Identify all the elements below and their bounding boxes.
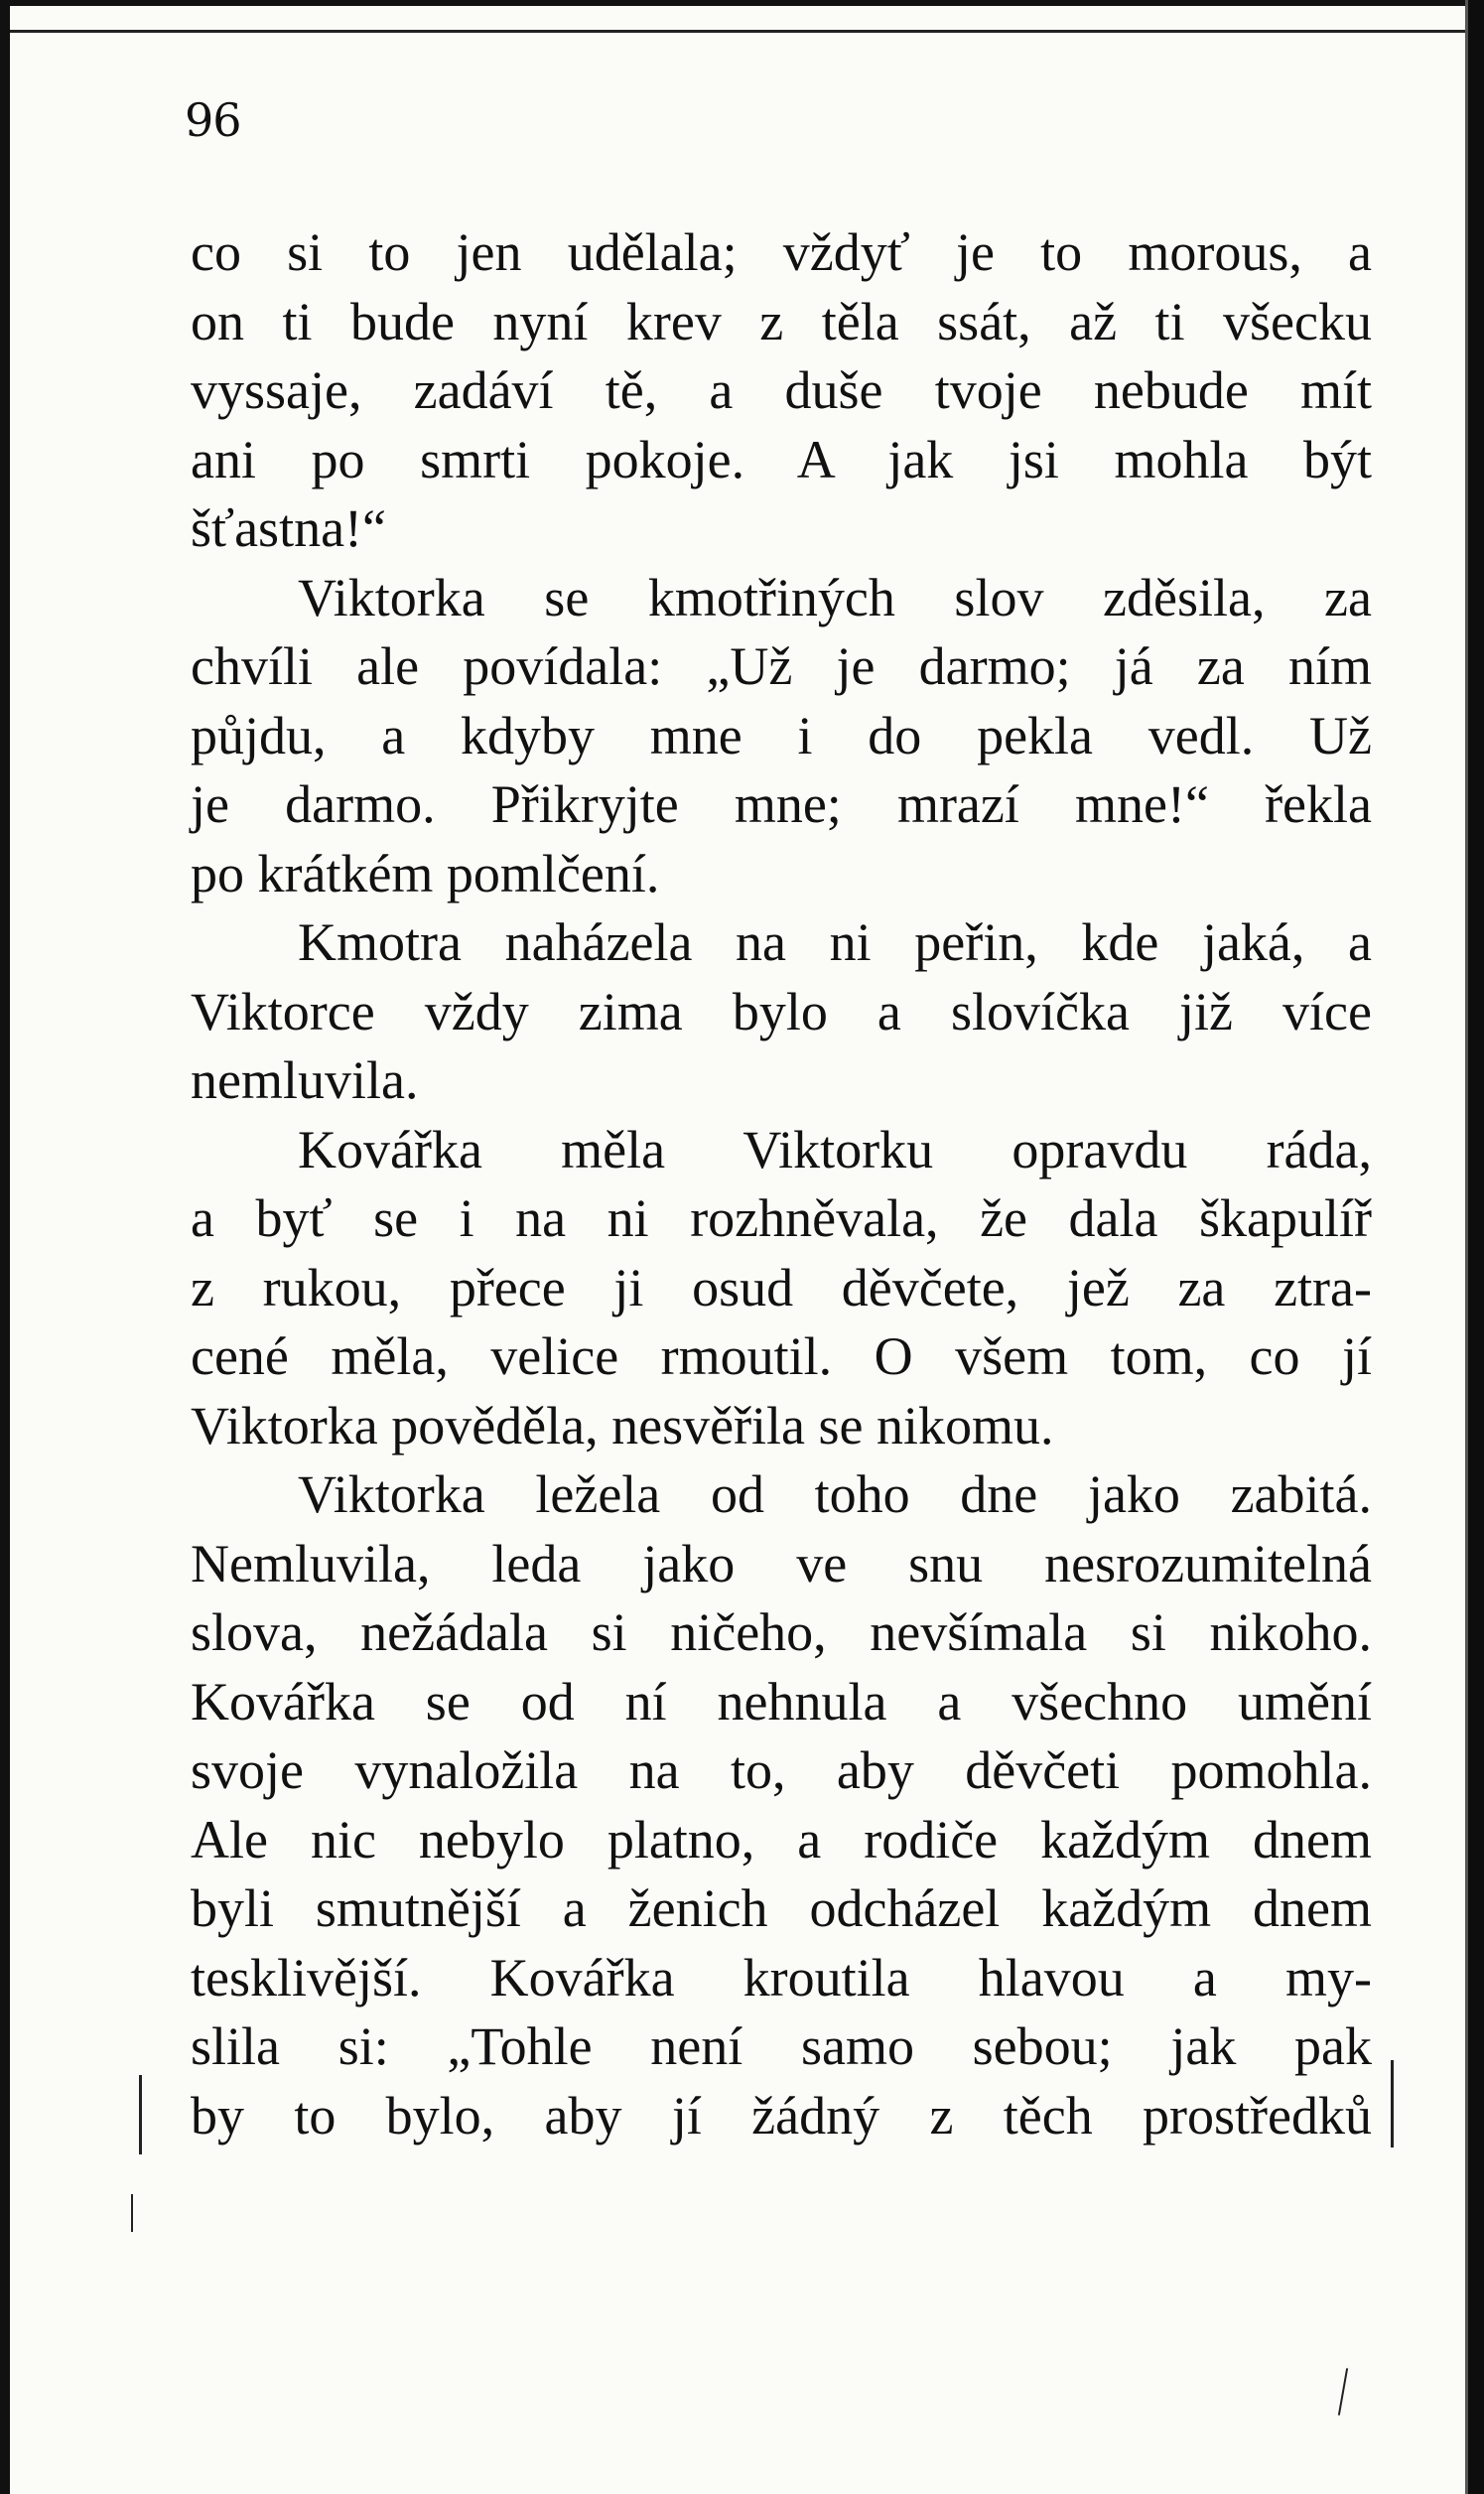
text-line: by to bylo, aby jí žádný z těch prostředků	[191, 2085, 1372, 2146]
text-line: slila si: „Tohle není samo sebou; jak pak	[191, 2016, 1372, 2076]
scan-mark-bottom	[1338, 2368, 1348, 2416]
text-line: ani po smrti pokoje. A jak jsi mohla být	[191, 429, 1372, 489]
body-text	[191, 218, 1372, 2150]
text-line: Kovářka se od ní nehnula a všechno umění	[191, 1671, 1372, 1732]
text-line: po krátkém pomlčení.	[191, 843, 660, 903]
text-line: byli smutnější a ženich odcházel každým dnem	[191, 1878, 1372, 1938]
text-line: chvíli ale povídala: „Už je darmo; já za ním	[191, 636, 1372, 696]
text-line: šťastna!“	[191, 498, 386, 558]
text-line: půjdu, a kdyby mne i do pekla vedl. Už	[191, 705, 1372, 765]
text-line: Nemluvila, leda jako ve snu nesrozumitelná	[191, 1533, 1372, 1593]
text-line: svoje vynaložila na to, aby děvčeti pomohla.	[191, 1740, 1372, 1800]
scan-border-top-line	[0, 30, 1484, 33]
text-line: z rukou, přece ji osud děvčete, jež za ztra-	[191, 1257, 1372, 1317]
text-line: co si to jen udělala; vždyť je to morous, a	[191, 222, 1372, 282]
text-line: cené měla, velice rmoutil. O všem tom, co jí	[191, 1326, 1372, 1386]
text-line: vyssaje, zadáví tě, a duše tvoje nebude mít	[191, 360, 1372, 420]
text-line: a byť se i na ni rozhněvala, že dala škapulíř	[191, 1188, 1372, 1248]
scan-mark-left	[139, 2075, 142, 2154]
text-line: nemluvila.	[191, 1050, 419, 1110]
text-line: Viktorka ležela od toho dne jako zabitá.	[298, 1464, 1372, 1524]
scan-mark-right	[1391, 2060, 1394, 2148]
text-line: slova, nežádala si ničeho, nevšímala si nikoho.	[191, 1602, 1372, 1662]
text-line: Viktorka pověděla, nesvěřila se nikomu.	[191, 1395, 1054, 1455]
text-line: Kovářka měla Viktorku opravdu ráda,	[298, 1119, 1372, 1179]
scan-border-right	[1468, 0, 1484, 2494]
text-line: Viktorka se kmotřiných slov zděsila, za	[298, 567, 1372, 627]
text-line: on ti bude nyní krev z těla ssát, až ti všecku	[191, 291, 1372, 351]
text-line: Kmotra naházela na ni peřin, kde jaká, a	[298, 912, 1372, 972]
text-line: Ale nic nebylo platno, a rodiče každým dnem	[191, 1809, 1372, 1870]
page-number: 96	[185, 93, 241, 147]
scan-border-left	[0, 0, 10, 2494]
scan-border-top	[0, 0, 1484, 6]
text-line: je darmo. Přikryjte mne; mrazí mne!“ řekla	[191, 774, 1372, 834]
scan-mark-left-2	[131, 2194, 133, 2232]
text-line: Viktorce vždy zima bylo a slovíčka již více	[191, 981, 1372, 1041]
text-line: tesklivější. Kovářka kroutila hlavou a my-	[191, 1947, 1372, 2008]
